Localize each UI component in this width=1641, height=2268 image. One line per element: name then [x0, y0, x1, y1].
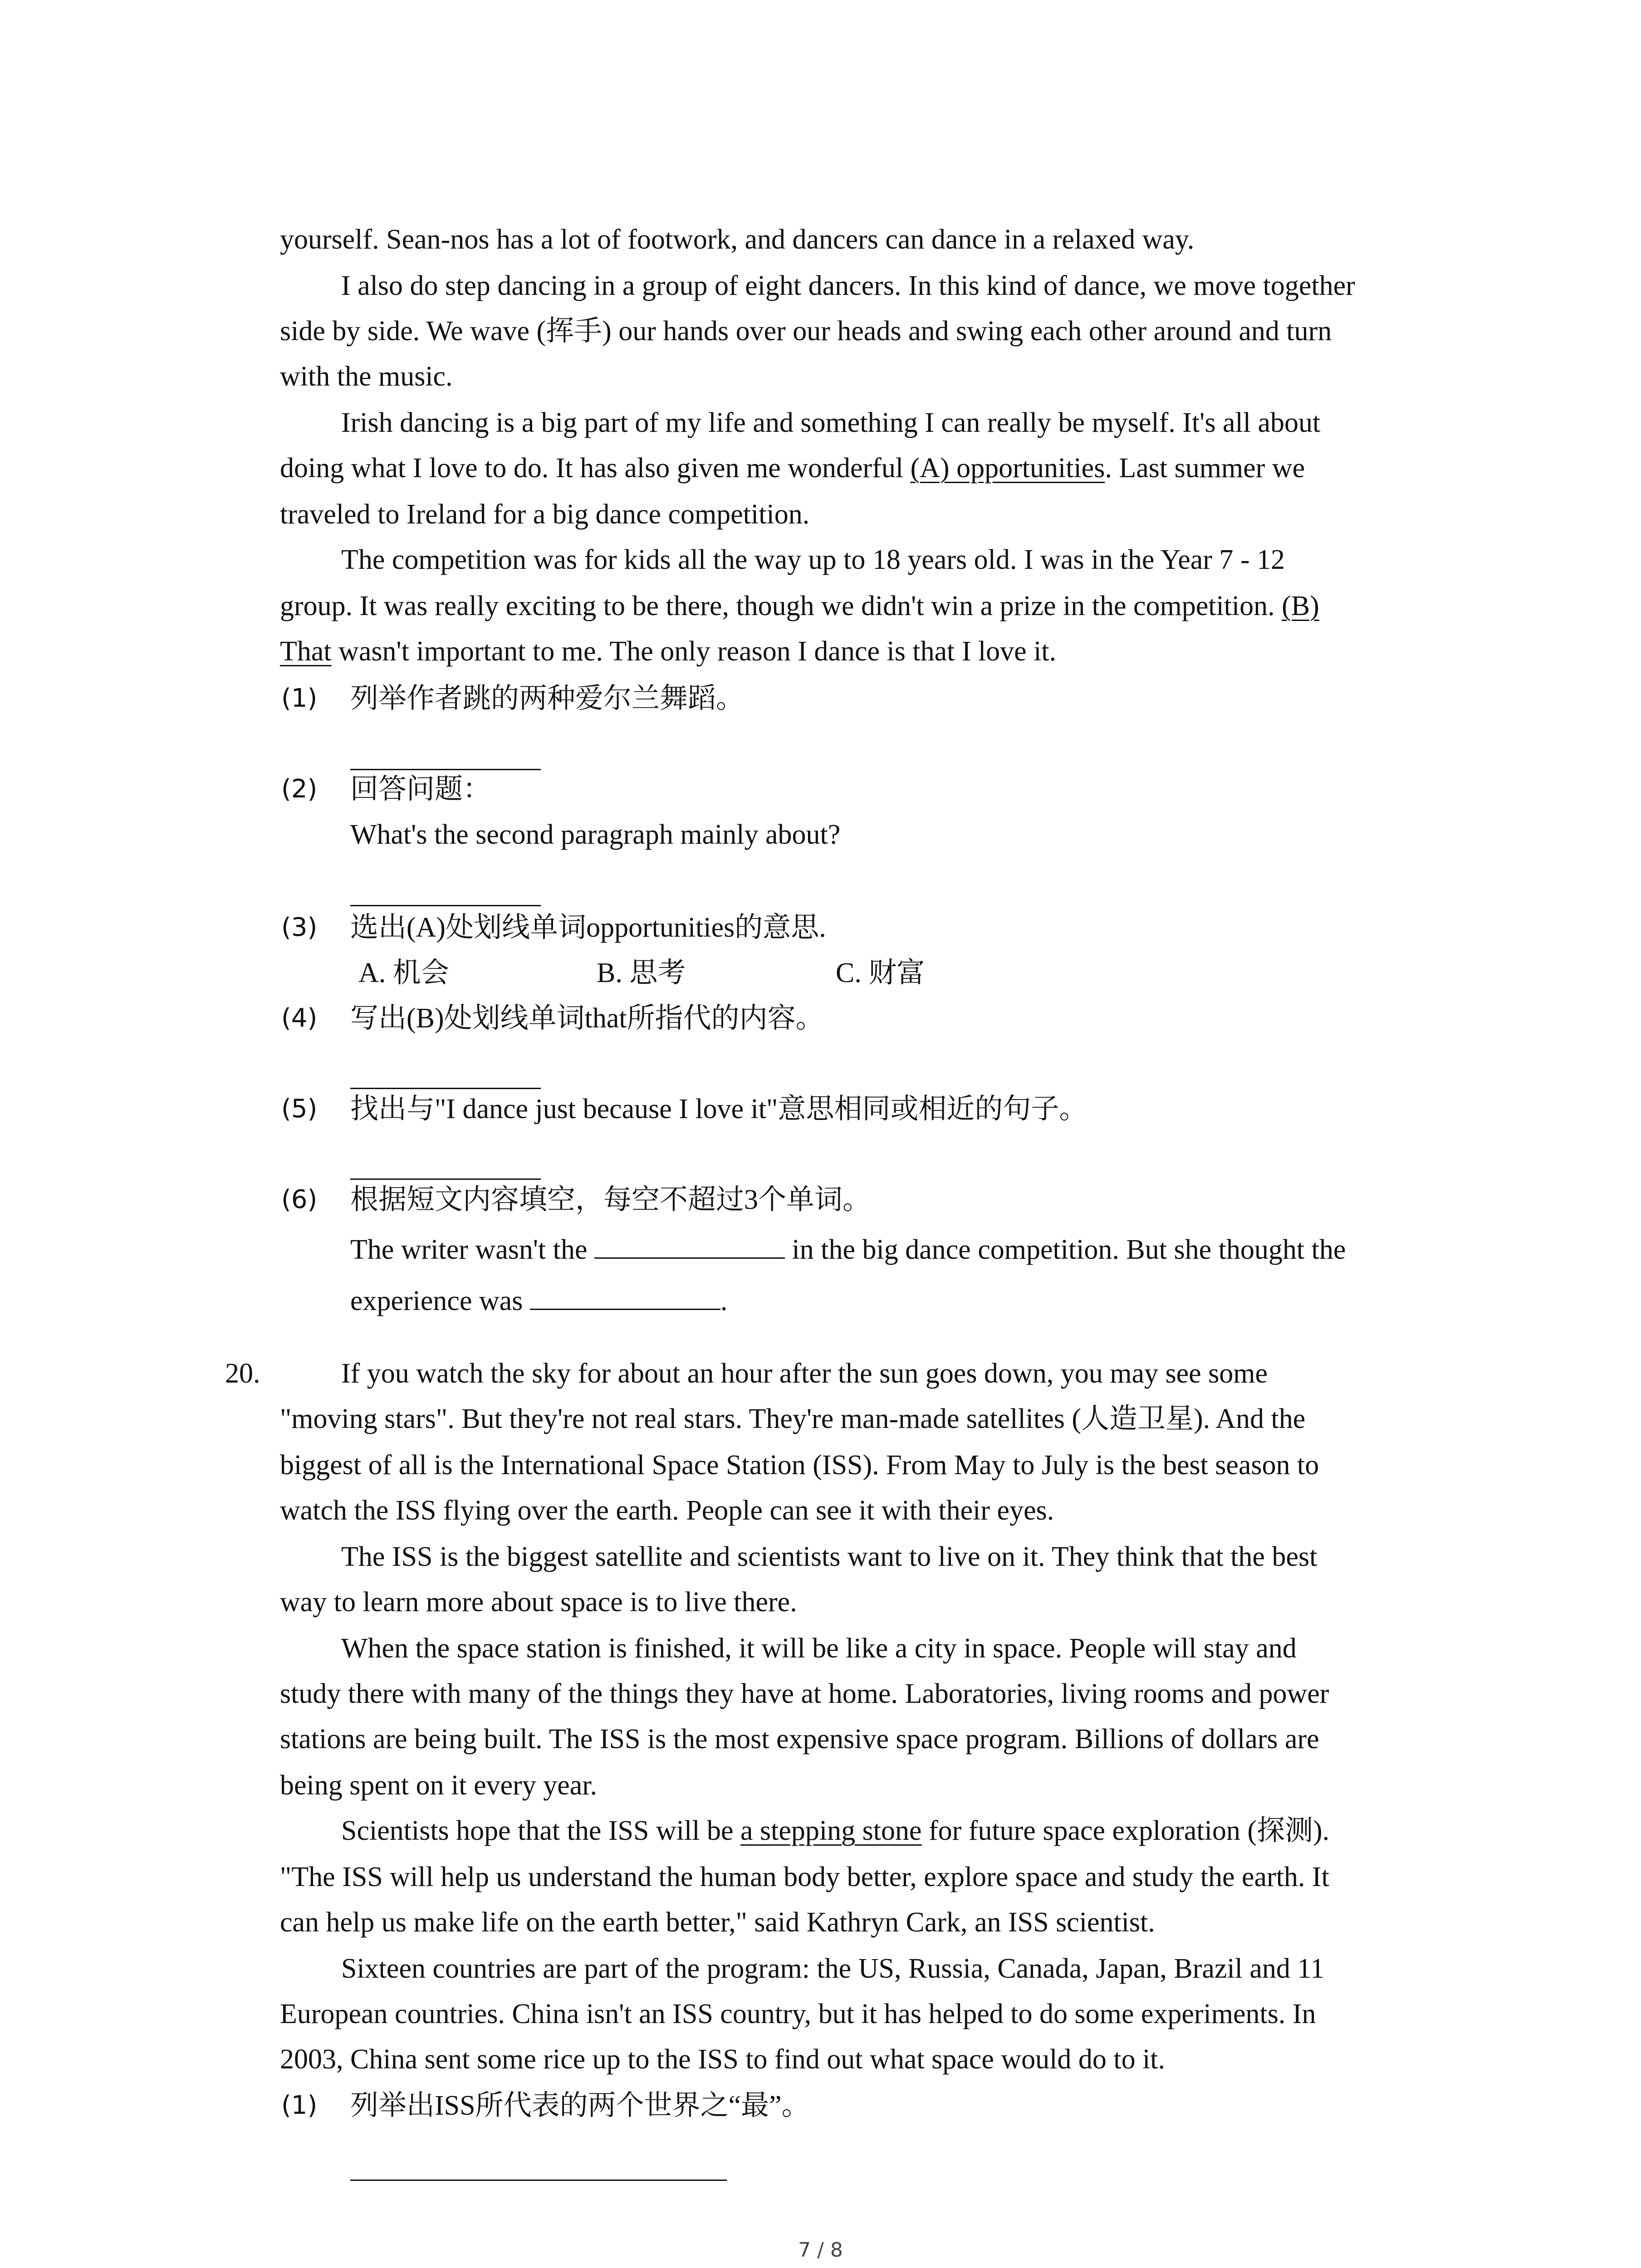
question-number: (6) — [281, 1185, 318, 1214]
answer-blank[interactable] — [350, 1088, 541, 1089]
question-number: (3) — [281, 913, 318, 942]
text-segment: The writer wasn't the — [350, 1234, 594, 1265]
passage-line: "The ISS will help us understand the human body better, explore space and study the earth. It — [280, 1862, 1329, 1892]
question-number: (5) — [281, 1094, 318, 1124]
passage-line: The ISS is the biggest satellite and scientists want to live on it. They think that the best — [341, 1541, 1318, 1572]
passage-line: I also do step dancing in a group of eight dancers. In this kind of dance, we move together — [341, 270, 1355, 301]
underlined-word-b: That — [280, 636, 332, 667]
question-20-number: 20. — [225, 1358, 260, 1389]
passage-line: If you watch the sky for about an hour after the sun goes down, you may see some — [341, 1358, 1268, 1389]
fill-blank[interactable] — [594, 1234, 785, 1259]
option-a[interactable]: A. 机会 — [358, 958, 449, 988]
text-segment: experience was — [350, 1286, 530, 1316]
text-segment: in the big dance competition. But she thought the — [785, 1234, 1346, 1265]
passage-line: European countries. China isn't an ISS country, but it has helped to do some experiments. In — [280, 1999, 1316, 2029]
question-number: (4) — [281, 1003, 318, 1033]
passage-line — [341, 1813, 1329, 1849]
fill-blank[interactable] — [530, 1285, 720, 1310]
question-text: 列举作者跳的两种爱尔兰舞蹈。 — [350, 683, 745, 714]
passage-line: When the space station is finished, it will be like a city in space. People will stay and — [341, 1633, 1297, 1664]
passage-line: stations are being built. The ISS is the most expensive space program. Billions of dollars are — [280, 1724, 1319, 1755]
passage-line — [280, 588, 1319, 624]
answer-blank[interactable] — [350, 2180, 727, 2181]
passage-line — [280, 450, 1305, 486]
text-segment: Scientists hope that the ISS will be — [341, 1815, 740, 1846]
passage-line: being spent on it every year. — [280, 1770, 598, 1801]
question-text: 回答问题： — [350, 774, 491, 805]
passage-line: with the music. — [280, 361, 453, 392]
passage-line: Irish dancing is a big part of my life and something I can really be myself. It's all about — [341, 407, 1321, 438]
text-segment: for future space exploration (探测). — [921, 1815, 1330, 1846]
passage-line: can help us make life on the earth better," said Kathryn Cark, an ISS scientist. — [280, 1907, 1155, 1938]
text-segment: doing what I love to do. It has also given me wonderful — [280, 453, 911, 484]
text-segment: wasn't important to me. The only reason I dance is that I love it. — [331, 636, 1057, 667]
passage-line — [280, 633, 1056, 670]
fill-in-sentence — [350, 1283, 727, 1319]
answer-blank[interactable] — [350, 1178, 541, 1180]
passage-line: Sixteen countries are part of the program: the US, Russia, Canada, Japan, Brazil and 11 — [341, 1953, 1325, 1984]
question-text: 选出(A)处划线单词opportunities的意思. — [350, 912, 826, 943]
question-subtext: What's the second paragraph mainly about? — [350, 819, 841, 850]
passage-line: watch the ISS flying over the earth. People can see it with their eyes. — [280, 1495, 1054, 1526]
underlined-phrase: a stepping stone — [740, 1815, 922, 1846]
option-c[interactable]: C. 财富 — [836, 958, 925, 988]
page-number: 7 / 8 — [798, 2239, 843, 2262]
passage-line: yourself. Sean-nos has a lot of footwork, and dancers can dance in a relaxed way. — [280, 224, 1195, 255]
passage-line: 2003, China sent some rice up to the ISS to find out what space would do to it. — [280, 2044, 1166, 2075]
passage-line: study there with many of the things they have at home. Laboratories, living rooms and power — [280, 1678, 1329, 1709]
question-number: (1) — [281, 684, 318, 713]
passage-line: traveled to Ireland for a big dance competition. — [280, 499, 810, 530]
underlined-label-b: (B) — [1282, 591, 1319, 621]
underlined-word-a: (A) opportunities — [910, 453, 1105, 484]
passage-line: biggest of all is the International Space Station (ISS). From May to July is the best season to — [280, 1450, 1319, 1481]
answer-blank[interactable] — [350, 769, 541, 770]
text-segment: . — [720, 1286, 728, 1316]
text-segment: group. It was really exciting to be there, though we didn't win a prize in the competition. — [280, 591, 1282, 621]
passage-line: The competition was for kids all the way up to 18 years old. I was in the Year 7 - 12 — [341, 544, 1285, 575]
answer-blank[interactable] — [350, 905, 541, 906]
passage-line: side by side. We wave (挥手) our hands over our heads and swing each other around and turn — [280, 316, 1332, 347]
question-number: (2) — [281, 774, 318, 804]
question-text: 根据短文内容填空，每空不超过3个单词。 — [350, 1184, 871, 1215]
fill-in-sentence — [350, 1232, 1346, 1268]
passage-line: way to learn more about space is to live there. — [280, 1587, 797, 1618]
question-text: 列举出ISS所代表的两个世界之“最”。 — [350, 2090, 810, 2121]
option-b[interactable]: B. 思考 — [597, 958, 686, 988]
question-number: (1) — [281, 2091, 318, 2120]
passage-line: "moving stars". But they're not real stars. They're man-made satellites (人造卫星). And the — [280, 1403, 1306, 1434]
text-segment: . Last summer we — [1105, 453, 1305, 484]
question-text: 写出(B)处划线单词that所指代的内容。 — [350, 1003, 824, 1034]
question-text: 找出与"I dance just because I love it"意思相同或相近的句子。 — [350, 1094, 1087, 1124]
